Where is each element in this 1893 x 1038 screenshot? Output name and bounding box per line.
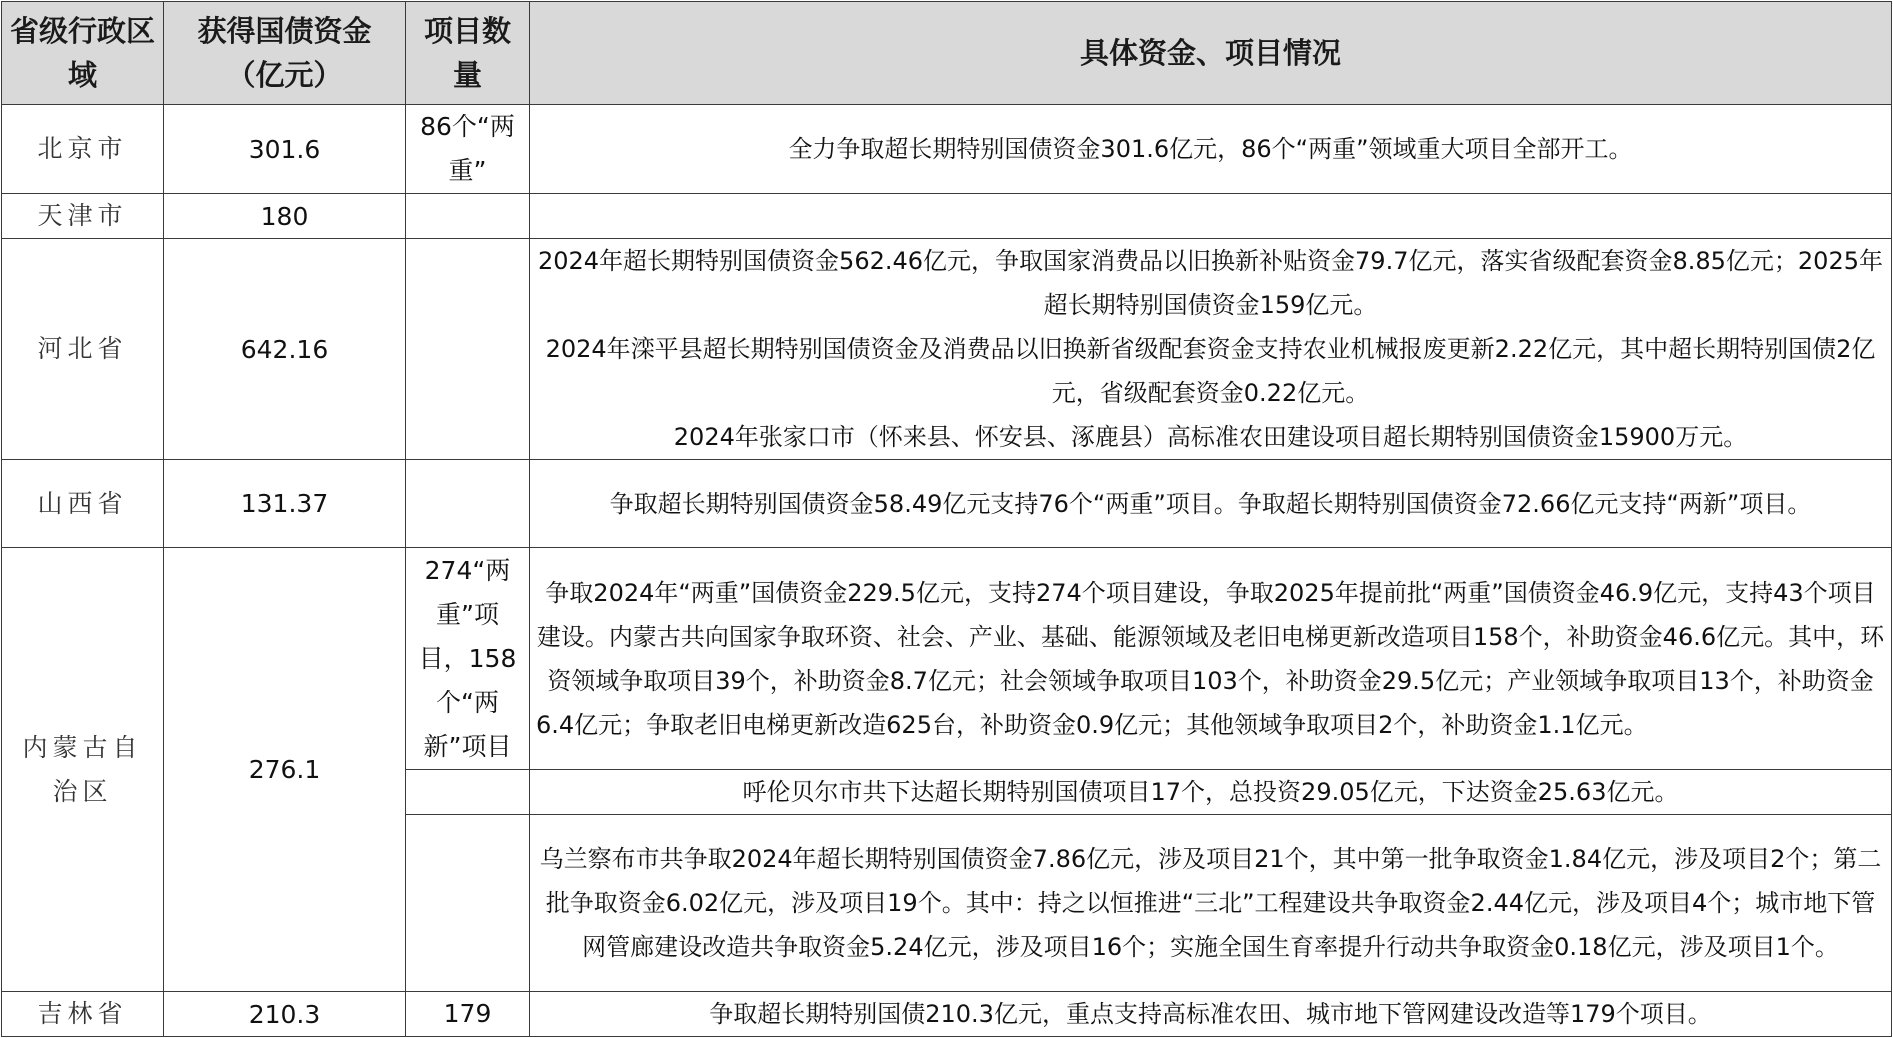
table-row [2,460,1892,548]
table-header [2,2,1892,105]
detail-paragraph: 2024年张家口市（怀来县、怀安县、涿鹿县）高标准农田建设项目超长期特别国债资金15900万元。 [673,423,1748,451]
count-cell [406,815,530,992]
amount-cell: 642.16 [164,239,406,460]
table-row [2,239,1892,460]
amount-cell: 131.37 [164,460,406,548]
detail-paragraph: 2024年滦平县超长期特别国债资金及消费品以旧换新省级配套资金支持农业机械报废更新2.22亿元，其中超长期特别国债2亿元，省级配套资金0.22亿元。 [545,335,1876,407]
count-cell: 274“两重”项目，158个“两新”项目 [406,548,530,770]
province-cell: 山西省 [2,460,164,548]
amount-cell: 276.1 [164,548,406,992]
header-amount: 获得国债资金（亿元） [164,2,406,105]
count-cell: 86个“两重” [406,105,530,194]
detail-cell: 争取超长期特别国债210.3亿元，重点支持高标准农田、城市地下管网建设改造等179个项目。 [530,992,1892,1037]
count-cell [406,460,530,548]
detail-cell: 争取超长期特别国债资金58.49亿元支持76个“两重”项目。争取超长期特别国债资金72.66亿元支持“两新”项目。 [530,460,1892,548]
detail-cell [530,239,1892,460]
province-cell: 河北省 [2,239,164,460]
detail-cell: 呼伦贝尔市共下达超长期特别国债项目17个，总投资29.05亿元，下达资金25.63亿元。 [530,770,1892,815]
detail-cell: 乌兰察布市共争取2024年超长期特别国债资金7.86亿元，涉及项目21个，其中第一批争取资金1.84亿元，涉及项目2个；第二批争取资金6.02亿元，涉及项目19个。其中：持之以恒推进“三北”工程建设共争取资金2.44亿元，涉及项目4个；城市地下管网管廊建设改造共争取资金5.24亿元，涉及项目16个；实施全国生育率提升行动共争取资金0.18亿元，涉及项目1个。 [530,815,1892,992]
detail-paragraph: 2024年超长期特别国债资金562.46亿元，争取国家消费品以旧换新补贴资金79.7亿元，落实省级配套资金8.85亿元；2025年超长期特别国债资金159亿元。 [537,247,1883,319]
detail-cell: 争取2024年“两重”国债资金229.5亿元，支持274个项目建设，争取2025年提前批“两重”国债资金46.9亿元，支持43个项目建设。内蒙古共向国家争取环资、社会、产业、基础、能源领域及老旧电梯更新改造项目158个，补助资金46.6亿元。其中，环资领域争取项目39个，补助资金8.7亿元；社会领域争取项目103个，补助资金29.5亿元；产业领域争取项目13个，补助资金6.4亿元；争取老旧电梯更新改造625台，补助资金0.9亿元；其他领域争取项目2个，补助资金1.1亿元。 [530,548,1892,770]
header-detail: 具体资金、项目情况 [530,2,1892,105]
detail-cell [530,194,1892,239]
count-cell [406,239,530,460]
table-row [2,548,1892,770]
count-cell: 179 [406,992,530,1037]
detail-cell: 全力争取超长期特别国债资金301.6亿元，86个“两重”领域重大项目全部开工。 [530,105,1892,194]
funds-table [1,1,1892,1037]
amount-cell: 301.6 [164,105,406,194]
count-cell [406,770,530,815]
header-count: 项目数量 [406,2,530,105]
amount-cell: 180 [164,194,406,239]
header-province: 省级行政区域 [2,2,164,105]
province-cell: 内蒙古自治区 [2,548,164,992]
header-row [2,2,1892,105]
table-row [2,992,1892,1037]
table-row [2,105,1892,194]
count-cell [406,194,530,239]
amount-cell: 210.3 [164,992,406,1037]
province-cell: 天津市 [2,194,164,239]
province-cell: 北京市 [2,105,164,194]
province-cell: 吉林省 [2,992,164,1037]
table-row [2,194,1892,239]
